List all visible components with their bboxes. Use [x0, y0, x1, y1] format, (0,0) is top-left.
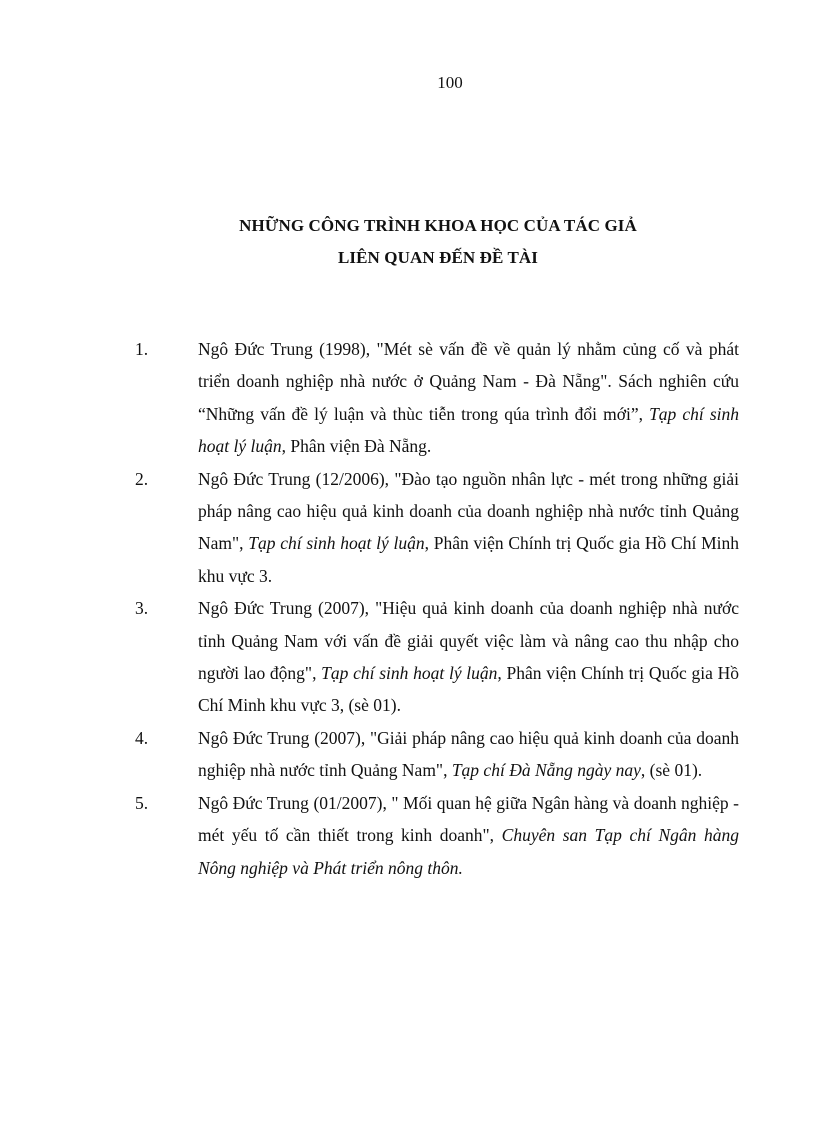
document-title-line-2: LIÊN QUAN ĐẾN ĐỀ TÀI	[337, 248, 539, 267]
reference-text: Ngô Đức Trung (2007), "Giải pháp nâng cao hiệu quả kinh doanh của doanh nghiệp nhà nước tỉnh Quảng Nam",	[198, 727, 739, 781]
reference-text: Ngô Đức Trung (01/2007), " Mối quan hệ giữa Ngân hàng và doanh nghiệp - mét yếu tố cần thiết trong kinh doanh",	[198, 792, 739, 846]
reference-item-5	[135, 787, 739, 884]
reference-text-tail: , Phân viện Chính trị Quốc gia Hồ Chí Minh khu vực 3.	[198, 533, 739, 586]
reference-item-2	[135, 463, 739, 593]
reference-item-1	[135, 333, 739, 463]
reference-item-4	[135, 722, 739, 787]
reference-journal: Tạp chí sinh hoạt lý luận	[198, 403, 740, 457]
reference-text: Ngô Đức Trung (1998), "Mét sè vấn đề về quản lý nhằm củng cố và phát triển doanh nghiệp nhà nước ở Quảng Nam - Đà Nẵng". Sách nghiên cứu “Những vấn đề lý luận và thùc tiễn trong qúa trình đổi mới”,	[198, 339, 739, 424]
reference-number: 3.	[135, 598, 149, 619]
reference-text: Ngô Đức Trung (2007), "Hiệu quả kinh doanh của doanh nghiệp nhà nước tỉnh Quảng Nam với vấn đề giải quyết việc làm và nâng cao thu nhập cho người lao động",	[198, 598, 739, 684]
reference-number: 5.	[135, 792, 149, 813]
reference-number: 4.	[135, 727, 149, 748]
document-title-line-1: NHỮNG CÔNG TRÌNH KHOA HỌC CỦA TÁC GIẢ	[239, 216, 637, 235]
reference-journal: Tạp chí Đà Nẵng ngày nay	[451, 760, 641, 781]
reference-number: 2.	[135, 468, 149, 489]
reference-journal: Chuyên san Tạp chí Ngân hàng Nông nghiệp và Phát triển nông thôn.	[198, 825, 739, 878]
reference-text-tail: , Phân viện Đà Nẵng.	[281, 436, 432, 457]
page-number: 100	[437, 73, 463, 92]
reference-number: 1.	[135, 339, 149, 359]
reference-item-3	[135, 592, 739, 722]
reference-list	[135, 333, 739, 884]
reference-journal: Tạp chí sinh hoạt lý luận	[248, 533, 425, 554]
reference-text-tail: Phân viện Chính trị Quốc gia Hồ Chí Minh khu vực 3, (sè 01).	[198, 663, 740, 716]
reference-text-tail: , (sè 01).	[640, 760, 703, 781]
reference-journal: Tạp chí sinh hoạt lý luận,	[321, 663, 502, 684]
reference-text: Ngô Đức Trung (12/2006), "Đào tạo nguồn nhân lực - mét trong những giải pháp nâng cao hiệu quả kinh doanh của doanh nghiệp nhà nước tỉnh Quảng Nam",	[198, 468, 739, 554]
